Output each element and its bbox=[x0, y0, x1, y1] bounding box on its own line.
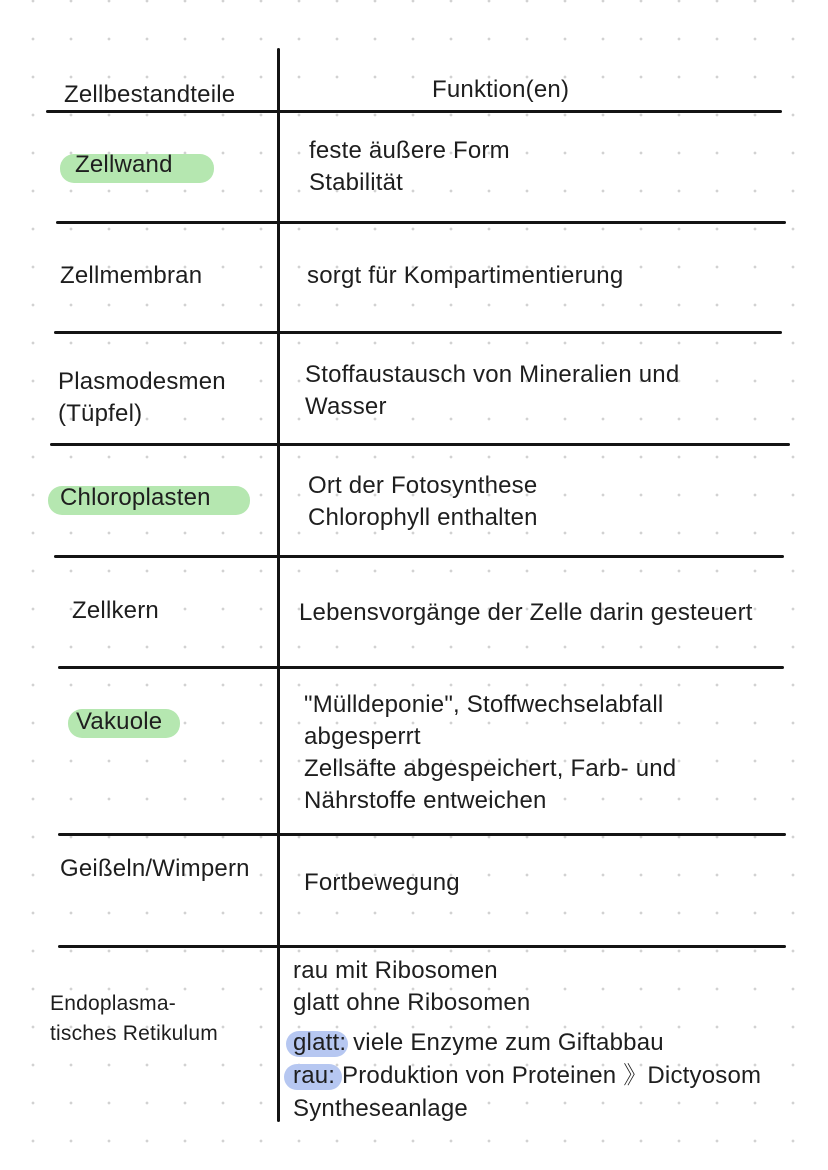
function-note: glatt: viele Enzyme zum Giftabbau bbox=[293, 1029, 664, 1056]
function-note: rau: Produktion von Proteinen 》Dictyosom bbox=[293, 1062, 762, 1089]
function-text: Fortbewegung bbox=[304, 869, 460, 896]
row-divider bbox=[56, 221, 786, 224]
header-component: Zellbestandteile bbox=[64, 81, 236, 108]
function-text: feste äußere Form Stabilität bbox=[309, 137, 510, 196]
row-divider bbox=[58, 833, 786, 836]
column-divider bbox=[277, 48, 280, 1122]
note-term: rau: bbox=[293, 1062, 336, 1089]
row-divider bbox=[50, 443, 790, 446]
function-text: Syntheseanlage bbox=[293, 1095, 468, 1122]
function-text: Lebensvorgänge der Zelle darin gesteuert bbox=[299, 599, 753, 626]
component-chloroplasten: Chloroplasten bbox=[60, 484, 211, 511]
component-plasmodesmen: Plasmodesmen (Tüpfel) bbox=[58, 368, 226, 427]
row-divider bbox=[54, 331, 782, 334]
function-text: "Mülldeponie", Stoffwechselabfall abgesperrt Zellsäfte abgespeichert, Farb- und Nährstoffe entweichen bbox=[304, 691, 677, 814]
row-divider bbox=[58, 666, 784, 669]
function-text: sorgt für Kompartimentierung bbox=[307, 262, 624, 289]
component-zellkern: Zellkern bbox=[72, 597, 159, 624]
component-endoplasmatisches-retikulum: Endoplasma- tisches Retikulum bbox=[50, 992, 218, 1045]
function-text: Stoffaustausch von Mineralien und Wasser bbox=[305, 361, 680, 420]
row-divider bbox=[54, 555, 784, 558]
row-divider bbox=[58, 945, 786, 948]
component-zellmembran: Zellmembran bbox=[60, 262, 203, 289]
component-vakuole: Vakuole bbox=[76, 708, 163, 735]
function-text: Ort der Fotosynthese Chlorophyll enthalten bbox=[308, 472, 538, 531]
function-text: rau mit Ribosomen glatt ohne Ribosomen bbox=[293, 957, 531, 1016]
note-term: glatt bbox=[293, 1029, 340, 1056]
header-function: Funktion(en) bbox=[432, 76, 570, 103]
component-geisseln: Geißeln/Wimpern bbox=[60, 855, 250, 882]
component-zellwand: Zellwand bbox=[75, 151, 173, 178]
